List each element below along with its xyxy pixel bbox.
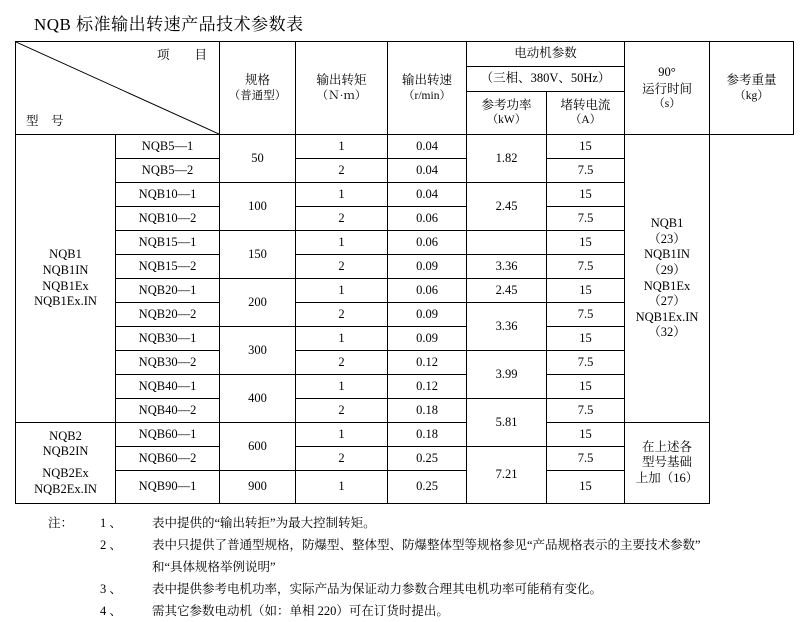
note-text: 表中提供的“输出转拒”为最大控制转矩。 (152, 513, 790, 535)
header-runtime-main: 90° (625, 64, 709, 80)
header-current-main: 堵转电流 (547, 97, 624, 113)
group1-weight-1: （23） (625, 232, 709, 248)
cell-model: NQB30—2 (116, 351, 220, 375)
header-motor-sub (467, 67, 625, 91)
cell-runtime: 15 (547, 135, 625, 159)
header-motor (467, 42, 625, 67)
cell-current: 2.45 (467, 279, 547, 303)
group2-weight-0: 在上述各 (625, 440, 709, 456)
cell-model: NQB15—2 (116, 255, 220, 279)
group1-weight-0: NQB1 (625, 216, 709, 232)
note-item-cont (100, 557, 790, 579)
group2-model-1: NQB2IN (16, 444, 115, 460)
spec-table (15, 41, 794, 504)
page-title: NQB 标准输出转速产品技术参数表 (34, 10, 790, 35)
group-model-cell-2 (16, 423, 116, 504)
cell-current: 3.99 (467, 351, 547, 399)
note-text: 表中只提供了普通型规格，防爆型、整体型、防爆整体型等规格参见“产品规格表示的主要技术参数” (152, 535, 790, 557)
cell-model: NQB90—1 (116, 471, 220, 504)
cell-torque: 2 (296, 303, 388, 327)
cell-model: NQB10—1 (116, 183, 220, 207)
cell-runtime: 15 (547, 231, 625, 255)
group1-model-0: NQB1 (16, 247, 115, 263)
cell-speed: 0.18 (388, 423, 467, 447)
cell-torque: 2 (296, 351, 388, 375)
cell-spec: 200 (220, 279, 296, 327)
note-number: 3 、 (100, 579, 152, 601)
cell-torque: 1 (296, 375, 388, 399)
group2-weight-1: 型号基础 (625, 455, 709, 471)
cell-runtime: 15 (547, 471, 625, 504)
cell-torque: 1 (296, 471, 388, 504)
note-number: 4 、 (100, 601, 152, 622)
cell-current: 1.82 (467, 135, 547, 183)
header-spec-sub: （普通型） (220, 89, 295, 104)
cell-runtime: 7.5 (547, 303, 625, 327)
corner-item-label: 项 目 (157, 48, 207, 62)
cell-spec: 400 (220, 375, 296, 423)
header-spec (220, 42, 296, 135)
corner-model-label: 型 号 (26, 114, 64, 128)
header-torque-sub: （Ｎ·ｍ） (296, 89, 387, 104)
cell-speed: 0.04 (388, 159, 467, 183)
cell-speed: 0.12 (388, 375, 467, 399)
header-current-sub: （A） (547, 113, 624, 128)
note-number: 2 、 (100, 535, 152, 557)
corner-header-cell (16, 42, 220, 135)
note-text: 表中提供参考电机功率，实际产品为保证动力参数合理其电机功率可能稍有变化。 (152, 579, 790, 601)
header-spec-main: 规格 (220, 72, 295, 88)
header-current (547, 91, 625, 134)
cell-speed: 0.18 (388, 399, 467, 423)
cell-torque: 1 (296, 231, 388, 255)
cell-spec: 50 (220, 135, 296, 183)
group-weight-cell-1 (625, 135, 710, 423)
cell-runtime: 7.5 (547, 255, 625, 279)
cell-speed: 0.09 (388, 327, 467, 351)
cell-current (467, 231, 547, 255)
group1-weight-7: （32） (625, 325, 709, 341)
cell-speed: 0.06 (388, 207, 467, 231)
group1-weight-4: NQB1Ex (625, 279, 709, 295)
header-speed (388, 42, 467, 135)
header-runtime-sub2: 运行时间 (625, 81, 709, 97)
header-power-main: 参考功率 (467, 97, 546, 113)
cell-speed: 0.25 (388, 447, 467, 471)
cell-torque: 1 (296, 279, 388, 303)
header-torque (296, 42, 388, 135)
cell-runtime: 15 (547, 183, 625, 207)
cell-speed: 0.04 (388, 183, 467, 207)
group2-model-2: NQB2Ex (16, 466, 115, 482)
table-row (16, 135, 794, 159)
cell-runtime: 7.5 (547, 447, 625, 471)
table-header (16, 42, 794, 135)
header-speed-sub: （r/min） (388, 89, 466, 104)
cell-torque: 1 (296, 183, 388, 207)
cell-speed: 0.06 (388, 231, 467, 255)
cell-runtime: 15 (547, 279, 625, 303)
cell-runtime: 7.5 (547, 351, 625, 375)
cell-model: NQB20—2 (116, 303, 220, 327)
cell-torque: 2 (296, 159, 388, 183)
group1-model-2: NQB1Ex (16, 279, 115, 295)
cell-current: 7.21 (467, 447, 547, 504)
header-runtime (625, 42, 710, 135)
group1-weight-2: NQB1IN (625, 247, 709, 263)
cell-speed: 0.06 (388, 279, 467, 303)
table-body (16, 135, 794, 504)
header-motor-main: 电动机参数 (514, 46, 577, 60)
cell-model: NQB15—1 (116, 231, 220, 255)
note-number: 1 、 (100, 513, 152, 535)
note-item (100, 579, 790, 601)
cell-model: NQB10—2 (116, 207, 220, 231)
note-item (100, 535, 790, 557)
cell-model: NQB5—2 (116, 159, 220, 183)
cell-runtime: 7.5 (547, 159, 625, 183)
group2-model-0: NQB2 (16, 429, 115, 445)
header-power-sub: （kW） (467, 113, 546, 128)
cell-current: 3.36 (467, 303, 547, 351)
cell-runtime: 7.5 (547, 207, 625, 231)
note-text: 和“具体规格举例说明” (152, 557, 790, 579)
note-item (100, 601, 790, 622)
cell-torque: 1 (296, 423, 388, 447)
notes-section (48, 513, 790, 622)
cell-current: 2.45 (467, 183, 547, 231)
header-torque-main: 输出转矩 (296, 72, 387, 88)
cell-runtime: 15 (547, 327, 625, 351)
cell-runtime: 7.5 (547, 399, 625, 423)
cell-torque: 2 (296, 399, 388, 423)
cell-torque: 2 (296, 255, 388, 279)
table-row (16, 423, 794, 447)
header-runtime-sub3: （s） (625, 97, 709, 112)
cell-speed: 0.04 (388, 135, 467, 159)
cell-torque: 2 (296, 207, 388, 231)
cell-runtime: 15 (547, 375, 625, 399)
cell-torque: 2 (296, 447, 388, 471)
group1-weight-3: （29） (625, 263, 709, 279)
group-model-cell-1 (16, 135, 116, 423)
cell-torque: 1 (296, 327, 388, 351)
cell-model: NQB60—2 (116, 447, 220, 471)
cell-model: NQB20—1 (116, 279, 220, 303)
header-motor-sub-text: （三相、380V、50Hz） (481, 71, 611, 85)
group1-weight-5: （27） (625, 294, 709, 310)
cell-spec: 100 (220, 183, 296, 231)
cell-model: NQB60—1 (116, 423, 220, 447)
header-speed-main: 输出转速 (388, 72, 466, 88)
cell-model: NQB40—1 (116, 375, 220, 399)
cell-runtime: 15 (547, 423, 625, 447)
note-text: 需其它参数电动机（如：单相 220）可在订货时提出。 (152, 601, 790, 622)
header-weight-sub: （kg） (710, 89, 793, 104)
header-weight (710, 42, 794, 135)
cell-speed: 0.25 (388, 471, 467, 504)
group1-weight-6: NQB1Ex.IN (625, 310, 709, 326)
group2-weight-2: 上加（16） (625, 471, 709, 487)
notes-label: 注： (48, 513, 100, 535)
cell-model: NQB40—2 (116, 399, 220, 423)
cell-spec: 150 (220, 231, 296, 279)
group-weight-cell-2 (625, 423, 710, 504)
group2-model-3: NQB2Ex.IN (16, 482, 115, 498)
cell-model: NQB30—1 (116, 327, 220, 351)
header-weight-main: 参考重量 (710, 72, 793, 88)
cell-spec: 300 (220, 327, 296, 375)
cell-current: 5.81 (467, 399, 547, 447)
cell-current: 3.36 (467, 255, 547, 279)
cell-model: NQB5—1 (116, 135, 220, 159)
cell-speed: 0.09 (388, 303, 467, 327)
cell-spec: 600 (220, 423, 296, 471)
group1-model-3: NQB1Ex.IN (16, 294, 115, 310)
group1-model-1: NQB1IN (16, 263, 115, 279)
cell-torque: 1 (296, 135, 388, 159)
cell-speed: 0.12 (388, 351, 467, 375)
header-power (467, 91, 547, 134)
cell-spec: 900 (220, 471, 296, 504)
cell-speed: 0.09 (388, 255, 467, 279)
note-item (48, 513, 790, 535)
